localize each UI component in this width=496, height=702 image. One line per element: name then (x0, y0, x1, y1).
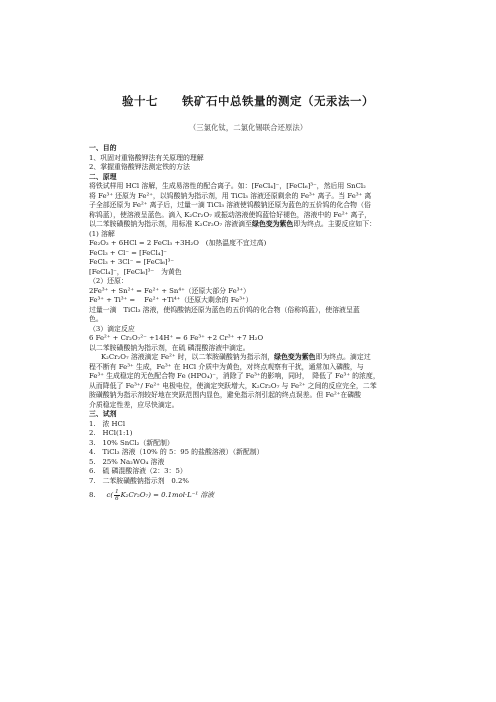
section-heading-purpose: 一、目的 (89, 144, 117, 152)
principle-text: 以二苯胺磺酸钠为指示剂，用标准 K₂Cr₂O₇ 溶液滴至 (89, 220, 252, 228)
titration-text: Fe³⁺ 生成稳定的无色配合物 Fe (HPO₄)⁻，消除了 Fe³⁺的影响，同时， 降低了 Fe³⁺ 的浓度， (89, 372, 380, 380)
formula-fraction (114, 489, 120, 502)
titration-text: 即为终点。滴定过 (315, 353, 371, 361)
equation: 6 Fe²⁺ + Cr₂O₇²⁻ +14H⁺ = 6 Fe³⁺ +2 Cr³⁺ +7 H₂O (89, 334, 264, 342)
principle-text: 即为终点。主要反应如下： (293, 220, 376, 228)
equation: FeCl₃ + 3Cl⁻ = [FeCl₆]³⁻ (89, 258, 175, 266)
reduction-text: 色。 (89, 315, 103, 323)
step-label-titration: （3）滴定反应 (89, 324, 135, 333)
fraction-numerator: 1 (115, 489, 119, 495)
reagent-item: 6. 硫 磷混酸溶液（2：3：5） (89, 467, 187, 475)
concentration-formula (107, 489, 215, 502)
principle-line: 子全部还原为 Fe²⁺ 离子后，过量一滴 TiCl₃ 溶液使钨酸钠还原为蓝色的五价钨的化合物（俗 (89, 201, 371, 209)
reagent-item-formula (89, 489, 414, 502)
titration-text: K₂Cr₂O₇ 溶液滴定 Fe²⁺ 时，以二苯胺磺酸钠为指示剂， (101, 353, 275, 361)
equation: FeCl₃ + Cl⁻ = [FeCl₄]⁻ (89, 248, 167, 257)
reagent-item: 2. HCl(1:1) (89, 429, 133, 437)
equation: Fe³⁺ + Ti³⁺ = Fe²⁺ +Ti⁴⁺（还原大剩余的 Fe³⁺） (89, 296, 253, 304)
document-body (89, 144, 414, 502)
titration-text: 介质稳定性差，应尽快滴定。 (89, 400, 179, 409)
equation: Fe₂O₃ + 6HCl = 2 FeCl₃ +3H₂O (加热温度不宜过高) (89, 239, 267, 247)
endpoint-highlight: 绿色变为紫色 (251, 220, 294, 228)
titration-text: 胺磺酸钠为指示剂较好地在突跃范围内显色，避免指示剂引起的终点误差。但 Fe²⁺在磷酸 (89, 391, 362, 399)
fraction-denominator: 6 (115, 496, 119, 502)
formula-c: c( (106, 490, 114, 499)
reagent-item: 3. 10% SnCl₂（新配制） (89, 438, 174, 447)
reagent-item: 4. TiCl₃ 溶液（10% 的 5：95 的盐酸溶液）（新配制） (89, 448, 264, 456)
titration-text: 从而降低了 Fe³⁺/ Fe²⁺ 电极电位，使滴定突跃增大，K₂Cr₂O₇ 与 Fe²⁺ 之间的反应完全，二苯 (89, 381, 377, 390)
reagent-item: 5. 25% Na₂WO₄ 溶液 (89, 457, 165, 466)
step-label-reduction: （2）还原： (89, 277, 128, 285)
reagent-item: 7. 二苯胺磺酸钠指示剂 0.2% (89, 476, 189, 485)
purpose-item: 2、掌握重铬酸钾法测定铁的方法 (89, 163, 190, 171)
reagent-number: 8. (89, 490, 96, 499)
principle-line: 将铁试样用 HCl 溶解，生成易溶性的配合离子。如：[FeCl₄]⁻，[FeCl₆]³⁻，然后用 SnCl₂ (89, 182, 366, 190)
titration-paragraph (89, 353, 414, 363)
principle-line: 称钨蓝），使溶液呈蓝色。滴入 K₂Cr₂O₇ 或振动溶液使钨蓝恰好褪色，溶液中的 Fe²⁺ 离子， (89, 210, 372, 219)
principle-line (89, 220, 414, 230)
purpose-item: 1、巩固对重铬酸钾法有关原理的理解 (89, 153, 204, 162)
reagent-item: 1. 浓 HCl (89, 419, 126, 428)
formula-rest: K₂Cr₂O₇) = 0.1mol·L⁻¹ 溶液 (120, 490, 215, 499)
section-heading-reagents: 三、试剂 (89, 410, 117, 418)
titration-text: 程不断有 Fe³⁺ 生成，Fe³⁺ 在 HCl 介质中为黄色，对终点观察有干扰，通常加入磷酸，与 (89, 362, 364, 371)
equation: [FeCl₄]⁻，[FeCl₆]³⁻ 为黄色 (89, 267, 182, 276)
page-title: 验十七 铁矿石中总铁量的测定（无汞法一） (122, 94, 374, 108)
titration-text: 以二苯胺磺酸钠为指示剂，在硫 磷混酸溶液中滴定。 (89, 343, 250, 352)
endpoint-highlight: 绿色变为紫色 (274, 353, 316, 361)
page-subtitle: （三氯化钛，二氯化锡联合还原法） (188, 123, 308, 132)
principle-line: 将 Fe³⁺ 还原为 Fe²⁺，以钨酸钠为指示剂，用 TiCl₃ 溶液还原剩余的 Fe³⁺ 离子。当 Fe³⁺ 离 (89, 191, 372, 200)
section-heading-principle: 二、原理 (89, 172, 117, 181)
step-label-dissolve: (1) 溶解 (89, 229, 115, 238)
equation: 2Fe³⁺ + Sn²⁺ = Fe²⁺ + Sn⁴⁺（还原大部分 Fe³⁺） (89, 286, 251, 295)
reduction-text: 过量一滴 TiCl₃ 溶液，使钨酸钠还原为蓝色的五价钨的化合物（俗称钨蓝），使溶液呈蓝 (89, 305, 360, 314)
